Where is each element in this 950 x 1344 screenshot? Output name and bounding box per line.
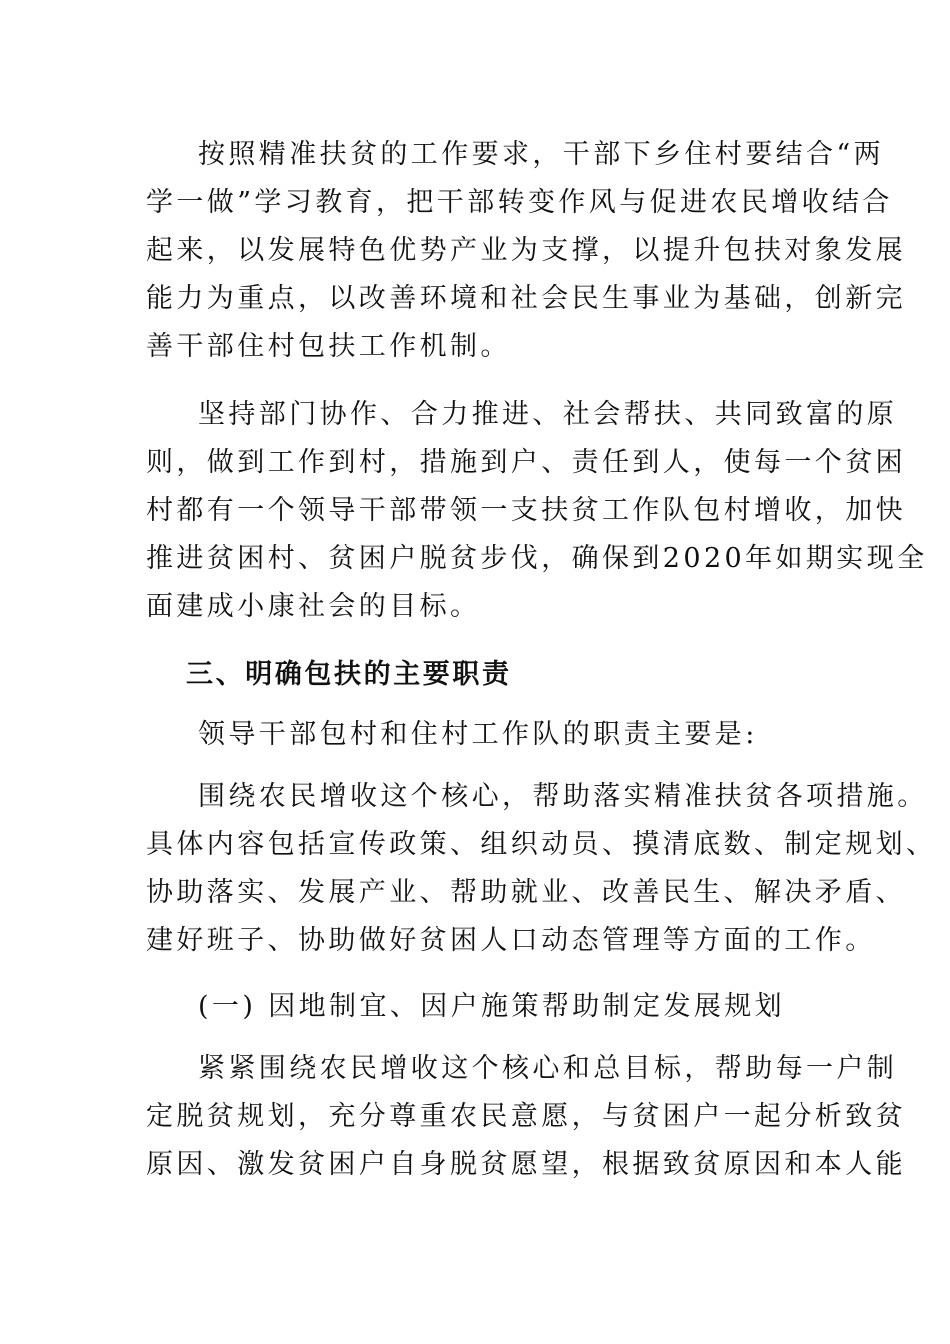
paragraph-line: 起来，以发展特色优势产业为支撑，以提升包扶对象发展 bbox=[146, 235, 906, 266]
paragraph-line: 协助落实、发展产业、帮助就业、改善民生、解决矛盾、 bbox=[146, 877, 906, 908]
paragraph-line: 按照精准扶贫的工作要求，干部下乡住村要结合“两 bbox=[198, 139, 885, 170]
paragraph-line: 推进贫困村、贫困户脱贫步伐，确保到2020年如期实现全 bbox=[146, 543, 928, 574]
paragraph-line: 围绕农民增收这个核心，帮助落实精准扶贫各项措施。 bbox=[198, 781, 928, 812]
paragraph-line: 领导干部包村和住村工作队的职责主要是: bbox=[198, 719, 758, 750]
paragraph-line: 具体内容包括宣传政策、组织动员、摸清底数、制定规划、 bbox=[146, 829, 937, 860]
paragraph-line: 坚持部门协作、合力推进、社会帮扶、共同致富的原 bbox=[198, 399, 898, 430]
paragraph-line: 则，做到工作到村，措施到户、责任到人，使每一个贫困 bbox=[146, 447, 906, 478]
paragraph-line: 定脱贫规划，充分尊重农民意愿，与贫困户一起分析致贫 bbox=[146, 1101, 906, 1132]
paragraph-line: 原因、激发贫困户自身脱贫愿望，根据致贫原因和本人能 bbox=[146, 1149, 906, 1180]
paragraph-line: 能力为重点，以改善环境和社会民生事业为基础，创新完 bbox=[146, 283, 906, 314]
paragraph-line: 面建成小康社会的目标。 bbox=[146, 591, 481, 622]
paragraph-line: 紧紧围绕农民增收这个核心和总目标，帮助每一户制 bbox=[198, 1053, 898, 1084]
section-heading: 三、明确包扶的主要职责 bbox=[186, 659, 512, 690]
paragraph-line: 建好班子、协助做好贫困人口动态管理等方面的工作。 bbox=[146, 925, 876, 956]
subsection-heading: (一) 因地制宜、因户施策帮助制定发展规划 bbox=[198, 991, 786, 1022]
paragraph-line: 村都有一个领导干部带领一支扶贫工作队包村增收，加快 bbox=[146, 495, 906, 526]
paragraph-line: 善干部住村包扶工作机制。 bbox=[146, 331, 511, 362]
paragraph-line: 学一做”学习教育，把干部转变作风与促进农民增收结合 bbox=[146, 187, 893, 218]
